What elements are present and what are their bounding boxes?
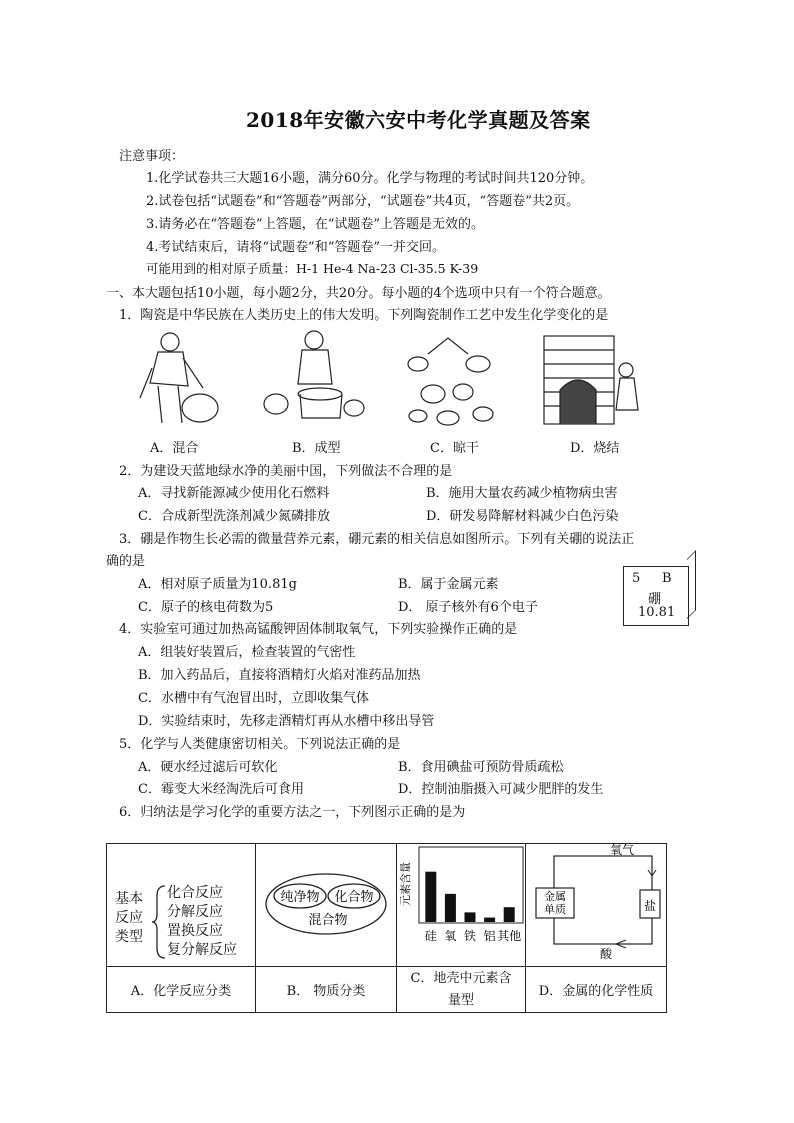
notice-item: 3.请务必在“答题卷”上答题，在“试题卷”上答题是无效的。 [146,217,484,232]
bar-4 [504,907,515,922]
q6-stem: 6．归纳法是学习化学的重要方法之一，下列图示正确的是为 [119,805,466,820]
reaction-type-item: 置换反应 [167,923,223,939]
q4-option-a: A．组装好装置后，检查装置的气密性 [138,645,356,660]
x-tick-label: 铁 [463,929,477,943]
q6-options-table [106,843,667,1013]
x-tick-label: 其他 [497,929,522,943]
element-name: 硼 [648,592,662,607]
q3-option-b: B．属于金属元素 [398,577,499,592]
x-tick-label: 氧 [444,929,457,943]
q1-option-b: B．成型 [292,441,341,456]
q3-option-c: C．原子的核电荷数为5 [138,600,274,615]
element-label: 单质 [544,903,566,916]
q3-stem-continued: 确的是 [106,554,146,569]
pottery-firing-kiln-illustration [540,330,644,430]
crust-element-bar-chart [397,844,525,962]
option-d-diagram [526,844,667,967]
q5-option-b: B．食用碘盐可预防骨质疏松 [398,760,564,775]
bar-1 [445,894,456,922]
q3-stem: 3．硼是作物生长必需的微量营养元素，硼元素的相关信息如图所示。下列有关硼的说法正 [119,532,635,547]
oxygen-label: 氧气 [609,844,635,857]
q3-option-a: A．相对原子质量为10.81g [138,577,297,592]
reaction-type-label: 基本 反应 类型 [115,891,143,945]
q5-stem: 5．化学与人类健康密切相关。下列说法正确的是 [119,737,401,752]
option-b-diagram [256,844,397,967]
q1-option-c: C．晾干 [430,441,479,456]
q1-option-a: A．混合 [150,441,199,456]
q2-stem: 2．为建设天蓝地绿水净的美丽中国，下列做法不合理的是 [119,464,453,479]
reaction-type-item: 化合反应 [167,885,223,901]
atomic-mass-value: 10.81 [638,605,676,620]
metal-properties-diagram [526,844,666,962]
q4-option-d: D．实验结束时，先移走酒精灯再从水槽中移出导管 [138,714,435,729]
q5-option-c: C．霉变大米经淘洗后可食用 [138,782,304,797]
bar-0 [425,872,436,922]
atomic-number: 5 [632,571,641,586]
q5-option-a: A．硬水经过滤后可软化 [138,760,278,775]
option-a-diagram [107,844,256,967]
salt-label: 盐 [643,899,657,913]
pottery-shaping-illustration [262,328,366,430]
notice-item: 4.考试结束后，请将“试题卷”和“答题卷”一并交回。 [146,240,445,255]
pottery-drying-illustration [398,334,502,430]
brace-shape [151,884,167,960]
pure-substance-label: 纯净物 [280,890,320,905]
atomic-mass: 可能用到的相对原子质量：H-1 He-4 Na-23 Cl-35.5 K-39 [146,261,479,276]
element-symbol: B [662,571,672,586]
option-c-diagram [397,844,526,967]
q5-option-d: D．控制油脂摄入可减少肥胖的发生 [398,782,604,797]
option-a-caption: A．化学反应分类 [107,967,256,1013]
q4-stem: 4．实验室可通过加热高锰酸钾固体制取氧气，下列实验操作正确的是 [119,622,518,637]
notice-heading: 注意事项： [119,149,185,164]
option-c-caption: C．地壳中元素含 量型 [397,967,526,1013]
option-d-caption: D．金属的化学性质 [526,967,667,1013]
y-axis-label: 元素含量 [399,862,412,906]
reaction-type-list [167,884,237,960]
notice-item: 2.试卷包括“试题卷”和“答题卷”两部分，“试题卷”共4页，“答题卷”共2页。 [146,194,580,209]
q4-option-c: C．水槽中有气泡冒出时，立即收集气体 [138,691,369,706]
substance-classification-diagram [256,844,396,962]
q2-option-b: B．施用大量农药减少植物病虫害 [426,486,618,501]
q3-option-d: D． 原子核外有6个电子 [398,600,538,615]
compound-label: 化合物 [334,890,374,905]
reaction-type-item: 分解反应 [167,904,223,920]
metal-label: 金属 [544,890,566,903]
bar-2 [465,912,476,922]
q1-stem: 1．陶瓷是中华民族在人类历史上的伟大发明。下列陶瓷制作工艺中发生化学变化的是 [119,308,609,323]
x-tick-label: 硅 [424,929,437,943]
q2-option-a: A．寻找新能源减少使用化石燃料 [138,486,330,501]
boron-element-card [623,566,689,626]
q2-option-c: C．合成新型洗涤剂减少氮磷排放 [138,509,330,524]
pottery-mixing-illustration [128,328,228,430]
q1-option-d: D．烧结 [570,441,620,456]
mixture-label: 混合物 [308,913,348,928]
x-tick-label: 铝 [483,929,496,943]
section-heading: 一、本大题包括10小题，每小题2分，共20分。每小题的4个选项中只有一个符合题意。 [106,286,611,301]
notice-item: 1.化学试卷共三大题16小题，满分60分。化学与物理的考试时间共120分钟。 [146,171,594,186]
q2-option-d: D．研发易降解材料减少白色污染 [426,509,619,524]
option-b-caption: B． 物质分类 [256,967,397,1013]
page-title: 2018年安徽六安中考化学真题及答案 [246,108,591,132]
bar-3 [484,918,495,922]
reaction-type-item: 复分解反应 [167,942,237,958]
q4-option-b: B．加入药品后，直接将酒精灯火焰对准药品加热 [138,668,421,683]
acid-label: 酸 [599,947,613,961]
